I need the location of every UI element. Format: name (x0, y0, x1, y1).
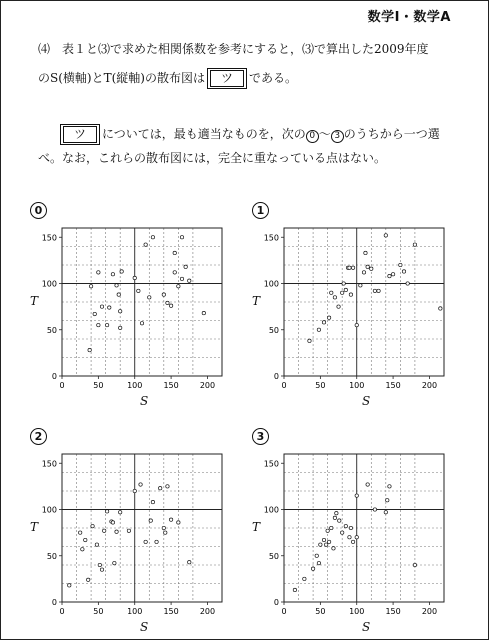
data-point (118, 310, 121, 313)
data-point (188, 279, 191, 282)
data-point (177, 521, 180, 524)
scatter-plot-2 (40, 448, 230, 618)
data-point (322, 538, 325, 541)
question-line-3-text: については，最も適当なものを，次の (102, 127, 306, 141)
plot-3-ylabel: T (252, 520, 261, 534)
data-point (366, 483, 369, 486)
data-point (406, 282, 409, 285)
data-point (202, 311, 205, 314)
y-tick-label: 100 (41, 279, 57, 289)
data-point (333, 516, 336, 519)
data-point (115, 284, 118, 287)
data-point (373, 289, 376, 292)
data-point (333, 296, 336, 299)
data-point (303, 577, 306, 580)
data-point (118, 511, 121, 514)
y-tick-label: 50 (268, 325, 279, 335)
data-point (102, 529, 105, 532)
data-point (362, 271, 365, 274)
data-point (155, 540, 158, 543)
y-tick-label: 150 (263, 459, 279, 469)
data-point (386, 499, 389, 502)
y-tick-label: 100 (263, 279, 279, 289)
data-point (133, 489, 136, 492)
data-point (348, 536, 351, 539)
data-point (93, 312, 96, 315)
data-point (117, 293, 120, 296)
data-point (151, 236, 154, 239)
x-tick-label: 50 (315, 381, 326, 390)
plot-2-ylabel: T (30, 520, 39, 534)
data-point (133, 276, 136, 279)
data-point (335, 512, 338, 515)
plot-3-xlabel: S (362, 620, 371, 634)
data-point (115, 530, 118, 533)
data-point (164, 531, 167, 534)
y-tick-label: 150 (41, 233, 57, 243)
y-tick-label: 50 (46, 551, 57, 561)
data-point (173, 251, 176, 254)
data-point (78, 531, 81, 534)
answer-box (207, 68, 247, 89)
data-point (327, 540, 330, 543)
data-point (120, 270, 123, 273)
data-point (100, 568, 103, 571)
data-point (180, 277, 183, 280)
data-point (158, 487, 161, 490)
x-tick-label: 150 (163, 381, 179, 390)
data-point (315, 554, 318, 557)
plot-0-xlabel: S (140, 394, 149, 408)
data-point (332, 547, 335, 550)
y-tick-label: 150 (263, 233, 279, 243)
data-point (349, 293, 352, 296)
plot-1-xlabel: S (362, 394, 371, 408)
x-tick-label: 150 (385, 381, 401, 390)
data-point (355, 536, 358, 539)
data-point (166, 485, 169, 488)
data-point (97, 271, 100, 274)
data-point (344, 524, 347, 527)
data-point (342, 282, 345, 285)
data-point (388, 485, 391, 488)
data-point (373, 508, 376, 511)
y-tick-label: 0 (273, 598, 279, 607)
data-point (355, 494, 358, 497)
data-point (184, 265, 187, 268)
x-tick-label: 100 (127, 381, 143, 390)
option-0-label: 0 (30, 202, 47, 219)
data-point (351, 540, 354, 543)
data-point (105, 510, 108, 513)
x-tick-label: 0 (281, 381, 287, 390)
data-point (127, 529, 130, 532)
data-point (413, 243, 416, 246)
subject-header: 数学Ⅰ・数学A (367, 10, 451, 25)
data-point (166, 301, 169, 304)
data-point (366, 265, 369, 268)
question-line-3-end: のうちから一つ選 (343, 127, 440, 141)
data-point (391, 273, 394, 276)
data-point (439, 307, 442, 310)
data-point (355, 323, 358, 326)
data-point (319, 543, 322, 546)
data-point (105, 323, 108, 326)
data-point (97, 323, 100, 326)
data-point (111, 521, 114, 524)
x-tick-label: 50 (93, 607, 104, 616)
x-tick-label: 200 (199, 381, 216, 390)
data-point (88, 348, 91, 351)
y-tick-label: 150 (41, 459, 57, 469)
data-point (293, 588, 296, 591)
data-point (177, 285, 180, 288)
data-point (413, 563, 416, 566)
data-point (173, 271, 176, 274)
option-range-tilde: ～ (318, 127, 331, 141)
plot-1-ylabel: T (252, 294, 261, 308)
y-tick-label: 50 (46, 325, 57, 335)
data-point (95, 543, 98, 546)
data-point (384, 511, 387, 514)
question-line-1: ⑷ 表１と⑶で求めた相関係数を参考にすると，⑶で算出した2009年度 (38, 42, 429, 56)
scatter-plot-1 (262, 222, 452, 392)
data-point (113, 561, 116, 564)
data-point (108, 306, 111, 309)
data-point (118, 326, 121, 329)
data-point (144, 243, 147, 246)
x-tick-label: 100 (349, 607, 365, 616)
data-point (349, 526, 352, 529)
data-point (327, 316, 330, 319)
data-point (384, 234, 387, 237)
data-point (351, 266, 354, 269)
data-point (86, 578, 89, 581)
x-tick-label: 200 (421, 381, 438, 390)
question-line-2-text: のS(横軸)とT(縦軸)の散布図は (38, 71, 205, 85)
data-point (91, 524, 94, 527)
data-point (100, 305, 103, 308)
y-tick-label: 0 (51, 598, 57, 607)
question-line-4: べ。なお，これらの散布図には，完全に重なっている点はない。 (38, 151, 387, 165)
data-point (317, 328, 320, 331)
data-point (140, 322, 143, 325)
data-point (169, 518, 172, 521)
data-point (84, 538, 87, 541)
data-point (377, 289, 380, 292)
data-point (188, 561, 191, 564)
answer-box-ref-label: ツ (63, 126, 97, 143)
data-point (308, 339, 311, 342)
data-point (311, 567, 314, 570)
x-tick-label: 0 (281, 607, 287, 616)
data-point (137, 289, 140, 292)
data-point (359, 284, 362, 287)
data-point (149, 519, 152, 522)
x-tick-label: 0 (59, 381, 65, 390)
scatter-plot-0 (40, 222, 230, 392)
option-range-end: 3 (331, 130, 344, 143)
data-point (324, 543, 327, 546)
data-point (111, 273, 114, 276)
data-point (162, 526, 165, 529)
data-point (169, 304, 172, 307)
data-point (340, 531, 343, 534)
data-point (402, 270, 405, 273)
x-tick-label: 100 (127, 607, 143, 616)
y-tick-label: 0 (51, 372, 57, 381)
data-point (98, 563, 101, 566)
data-point (144, 540, 147, 543)
data-point (151, 500, 154, 503)
x-tick-label: 200 (421, 607, 438, 616)
x-tick-label: 150 (163, 607, 179, 616)
y-tick-label: 100 (263, 505, 279, 515)
data-point (344, 288, 347, 291)
question-line-3 (58, 124, 440, 145)
y-tick-label: 0 (273, 372, 279, 381)
data-point (338, 519, 341, 522)
data-point (388, 274, 391, 277)
x-tick-label: 200 (199, 607, 216, 616)
plot-0-ylabel: T (30, 294, 39, 308)
answer-box-ref (60, 124, 100, 145)
data-point (162, 293, 165, 296)
plot-2-xlabel: S (140, 620, 149, 634)
x-tick-label: 100 (349, 381, 365, 390)
scatter-plot-3 (262, 448, 452, 618)
data-point (139, 483, 142, 486)
option-3-label: 3 (252, 428, 269, 445)
question-line-2 (38, 68, 297, 89)
answer-box-label: ツ (210, 70, 244, 87)
option-1-label: 1 (252, 202, 269, 219)
data-point (148, 296, 151, 299)
option-2-label: 2 (30, 428, 47, 445)
data-point (322, 321, 325, 324)
x-tick-label: 50 (93, 381, 104, 390)
option-range-start: 0 (306, 130, 319, 143)
data-point (330, 526, 333, 529)
data-point (180, 236, 183, 239)
question-line-2-end: である。 (248, 71, 297, 85)
data-point (348, 266, 351, 269)
data-point (340, 291, 343, 294)
data-point (326, 529, 329, 532)
x-tick-label: 150 (385, 607, 401, 616)
data-point (68, 584, 71, 587)
data-point (317, 561, 320, 564)
data-point (89, 285, 92, 288)
data-point (337, 305, 340, 308)
x-tick-label: 0 (59, 607, 65, 616)
y-tick-label: 50 (268, 551, 279, 561)
data-point (370, 267, 373, 270)
data-point (81, 548, 84, 551)
data-point (399, 263, 402, 266)
data-point (330, 291, 333, 294)
y-tick-label: 100 (41, 505, 57, 515)
x-tick-label: 50 (315, 607, 326, 616)
data-point (364, 251, 367, 254)
